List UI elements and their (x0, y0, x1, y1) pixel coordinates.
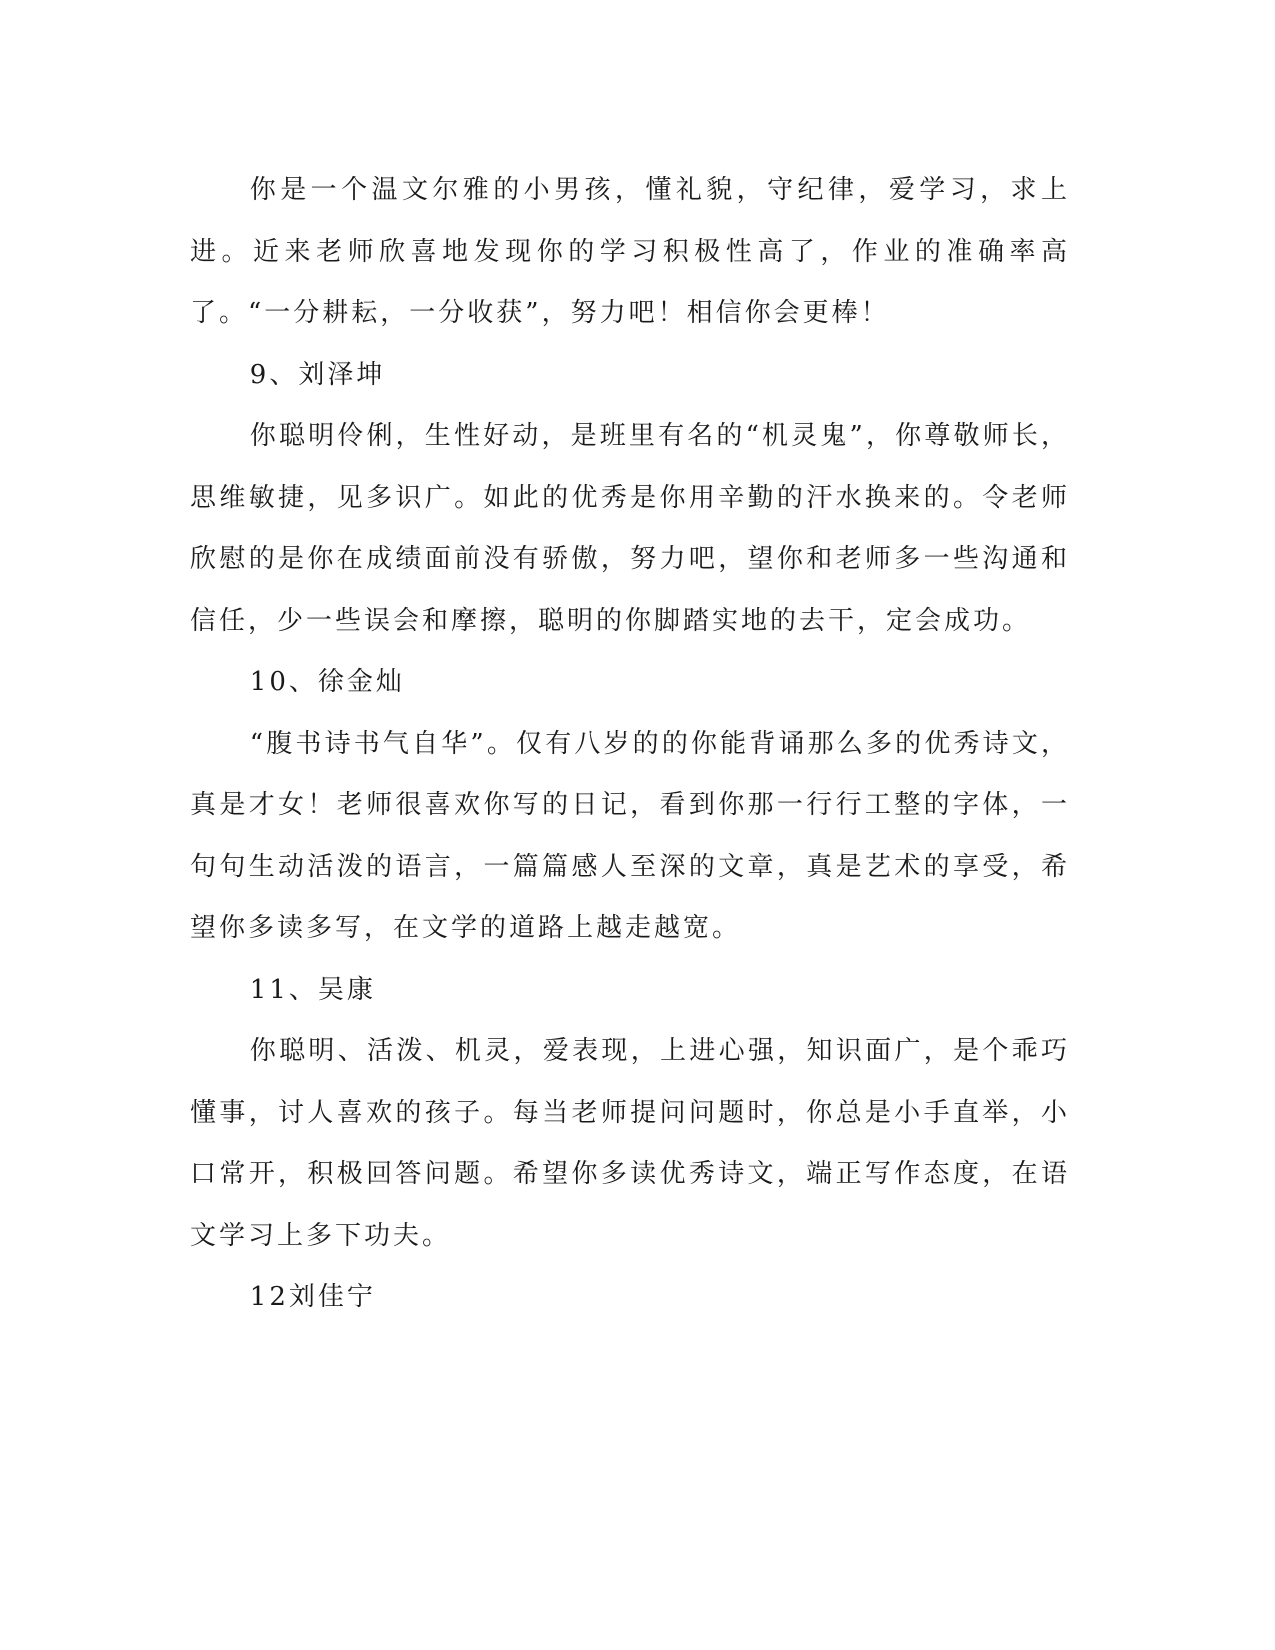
comment-paragraph-10: “腹书诗书气自华”。仅有八岁的的你能背诵那么多的优秀诗文，真是才女！老师很喜欢你写的日记，看到你那一行行工整的字体，一句句生动活泼的语言，一篇篇感人至深的文章，真是艺术的享受，希望你多读多写，在文学的道路上越走越宽。 (190, 728, 1070, 943)
student-heading-9: 9、刘泽坤 (249, 359, 386, 390)
comment-paragraph-11: 你聪明、活泼、机灵，爱表现，上进心强，知识面广，是个乖巧懂事，讨人喜欢的孩子。每当老师提问问题时，你总是小手直举，小口常开，积极回答问题。希望你多读优秀诗文，端正写作态度，在语文学习上多下功夫。 (190, 1036, 1070, 1251)
student-heading-11: 11、吴康 (249, 974, 376, 1005)
student-heading-12: 12刘佳宁 (249, 1282, 376, 1312)
comment-paragraph-9: 你聪明伶俐，生性好动，是班里有名的“机灵鬼”，你尊敬师长，思维敏捷，见多识广。如此的优秀是你用辛勤的汗水换来的。令老师欣慰的是你在成绩面前没有骄傲，努力吧，望你和老师多一些沟通和信任，少一些误会和摩擦，聪明的你脚踏实地的去干，定会成功。 (190, 421, 1070, 636)
comment-paragraph-8: 你是一个温文尔雅的小男孩，懂礼貌，守纪律，爱学习，求上进。近来老师欣喜地发现你的学习积极性高了，作业的准确率高了。“一分耕耘，一分收获”，努力吧！相信你会更棒！ (190, 175, 1070, 328)
document-body (190, 160, 1070, 1329)
student-heading-10: 10、徐金灿 (249, 667, 405, 697)
